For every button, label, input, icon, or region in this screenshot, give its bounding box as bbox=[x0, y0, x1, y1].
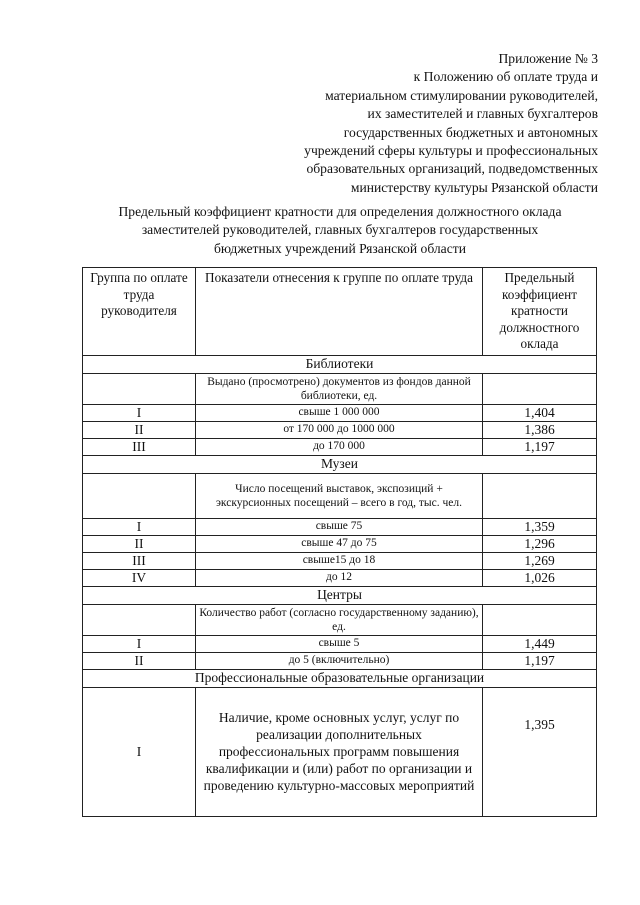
coefficient-cell: 1,026 bbox=[483, 569, 597, 586]
header-coefficient: Предельный коэффициент кратности должностного оклада bbox=[483, 268, 597, 356]
section-title: Центры bbox=[83, 586, 597, 604]
table-row bbox=[83, 535, 597, 552]
appendix-line: образовательных организаций, подведомственных bbox=[306, 161, 598, 177]
table-row bbox=[83, 687, 597, 816]
table-row bbox=[83, 421, 597, 438]
criterion-text: Количество работ (согласно государственному заданию), ед. bbox=[196, 604, 483, 635]
header-group: Группа по оплате труда руководителя bbox=[83, 268, 196, 356]
coefficient-table bbox=[82, 267, 597, 817]
coefficient-cell: 1,359 bbox=[483, 518, 597, 535]
coefficient-cell: 1,449 bbox=[483, 635, 597, 652]
title-line: заместителей руководителей, главных бухгалтеров государственных bbox=[141, 222, 539, 238]
condition-cell: свыше15 до 18 bbox=[196, 552, 483, 569]
condition-cell: Наличие, кроме основных услуг, услуг по реализации дополнительных профессиональных программ повышения квалификации и (или) работ по организации и проведению культурно-массовых мероприятий bbox=[196, 687, 483, 816]
coefficient-cell: 1,197 bbox=[483, 438, 597, 455]
coefficient-cell: 1,296 bbox=[483, 535, 597, 552]
appendix-line: Приложение № 3 bbox=[498, 51, 598, 66]
section-row-education bbox=[83, 669, 597, 687]
table-row bbox=[83, 404, 597, 421]
condition-cell: свыше 75 bbox=[196, 518, 483, 535]
appendix-line: к Положению об оплате труда и bbox=[413, 69, 598, 85]
condition-cell: свыше 47 до 75 bbox=[196, 535, 483, 552]
coefficient-cell: 1,404 bbox=[483, 404, 597, 421]
coefficient-cell: 1,386 bbox=[483, 421, 597, 438]
table-row bbox=[83, 635, 597, 652]
section-title: Музеи bbox=[83, 455, 597, 473]
group-cell: III bbox=[83, 438, 196, 455]
group-cell: II bbox=[83, 535, 196, 552]
condition-cell: до 5 (включительно) bbox=[196, 652, 483, 669]
group-cell: II bbox=[83, 652, 196, 669]
criterion-row bbox=[83, 473, 597, 518]
appendix-line: государственных бюджетных и автономных bbox=[343, 124, 598, 140]
group-cell: I bbox=[83, 687, 196, 816]
table-row bbox=[83, 438, 597, 455]
condition-cell: до 170 000 bbox=[196, 438, 483, 455]
section-row-libraries bbox=[83, 355, 597, 373]
title-line: бюджетных учреждений Рязанской области bbox=[214, 240, 466, 256]
criterion-text: Выдано (просмотрено) документов из фондов данной библиотеки, ед. bbox=[196, 373, 483, 404]
criterion-text: Число посещений выставок, экспозиций + экскурсионных посещений – всего в год, тыс. чел. bbox=[196, 473, 483, 518]
table-header-row bbox=[83, 268, 597, 356]
table-row bbox=[83, 569, 597, 586]
condition-cell: до 12 bbox=[196, 569, 483, 586]
appendix-line: их заместителей и главных бухгалтеров bbox=[367, 106, 598, 122]
header-indicators: Показатели отнесения к группе по оплате труда bbox=[196, 268, 483, 356]
group-cell: I bbox=[83, 635, 196, 652]
group-cell: I bbox=[83, 404, 196, 421]
section-row-centers bbox=[83, 586, 597, 604]
appendix-header bbox=[238, 50, 598, 197]
group-cell: IV bbox=[83, 569, 196, 586]
table-row bbox=[83, 652, 597, 669]
condition-cell: свыше 1 000 000 bbox=[196, 404, 483, 421]
title-line: Предельный коэффициент кратности для определения должностного оклада bbox=[118, 204, 562, 219]
condition-cell: от 170 000 до 1000 000 bbox=[196, 421, 483, 438]
appendix-line: министерству культуры Рязанской области bbox=[350, 179, 598, 195]
appendix-line: материальном стимулировании руководителей, bbox=[325, 87, 598, 103]
table-row bbox=[83, 518, 597, 535]
criterion-row bbox=[83, 373, 597, 404]
document-title bbox=[75, 203, 605, 258]
section-row-museums bbox=[83, 455, 597, 473]
condition-cell: свыше 5 bbox=[196, 635, 483, 652]
criterion-row bbox=[83, 604, 597, 635]
coefficient-cell: 1,395 bbox=[483, 687, 597, 816]
section-title: Библиотеки bbox=[83, 355, 597, 373]
table-row bbox=[83, 552, 597, 569]
group-cell: III bbox=[83, 552, 196, 569]
coefficient-cell: 1,197 bbox=[483, 652, 597, 669]
group-cell: I bbox=[83, 518, 196, 535]
appendix-line: учреждений сферы культуры и профессиональных bbox=[304, 143, 598, 159]
group-cell: II bbox=[83, 421, 196, 438]
coefficient-cell: 1,269 bbox=[483, 552, 597, 569]
section-title: Профессиональные образовательные организации bbox=[83, 669, 597, 687]
